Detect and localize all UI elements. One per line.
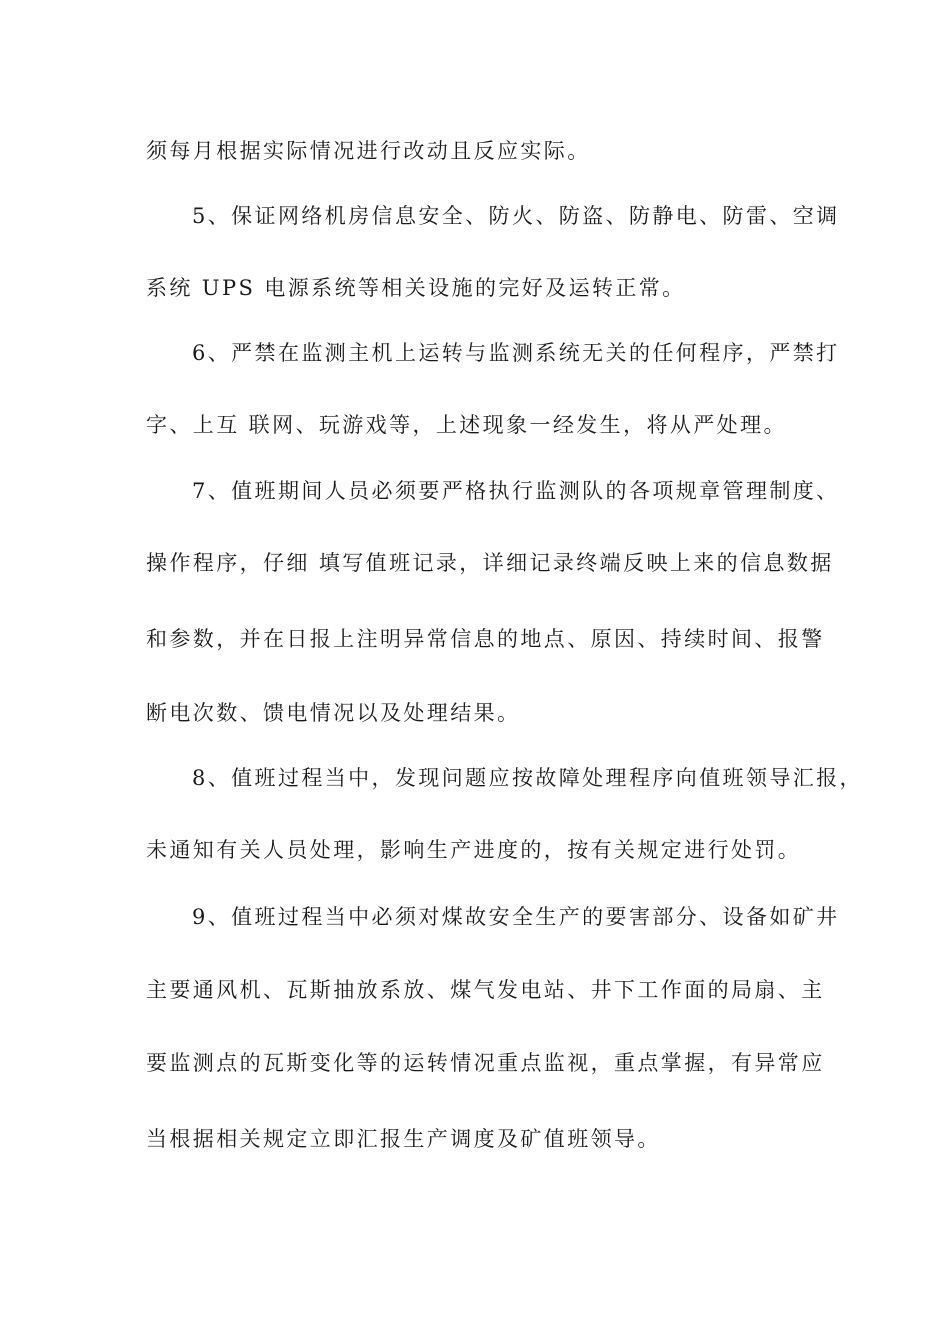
item-6-line-2: 字、上互 联网、玩游戏等，上述现象一经发生，将从严处理。 <box>146 413 787 437</box>
item-9-line-3: 要监测点的瓦斯变化等的运转情况重点监视，重点掌握，有异常应 <box>146 1051 825 1075</box>
item-9-line-1: 9、值班过程当中必须对煤故安全生产的要害部分、设备如矿井 <box>192 905 840 929</box>
item-7-line-1: 7、值班期间人员必须要严格执行监测队的各项规章管理制度、 <box>192 479 840 503</box>
item-7-line-4: 断电次数、馈电情况以及处理结果。 <box>146 701 521 725</box>
item-8-line-1: 8、值班过程当中，发现问题应按故障处理程序向值班领导汇报， <box>192 766 863 790</box>
item-7-line-2: 操作程序，仔细 填写值班记录，详细记录终端反映上来的信息数据 <box>146 551 834 575</box>
item-5-line-1: 5、保证网络机房信息安全、防火、防盗、防静电、防雷、空调 <box>192 204 840 228</box>
item-6-line-1: 6、严禁在监测主机上运转与监测系统无关的任何程序，严禁打 <box>192 341 840 365</box>
item-8-line-2: 未通知有关人员处理，影响生产进度的，按有关规定进行处罚。 <box>146 838 802 862</box>
paragraph-4-line-3: 须每月根据实际情况进行改动且反应实际。 <box>146 139 591 163</box>
item-9-line-2: 主要通风机、瓦斯抽放系放、煤气发电站、井下工作面的局扇、主 <box>146 978 825 1002</box>
item-9-line-4: 当根据相关规定立即汇报生产调度及矿值班领导。 <box>146 1127 661 1151</box>
item-7-line-3: 和参数，并在日报上注明异常信息的地点、原因、持续时间、报警 <box>146 627 825 651</box>
item-5-line-2: 系统 UPS 电源系统等相关设施的完好及运转正常。 <box>146 276 686 300</box>
